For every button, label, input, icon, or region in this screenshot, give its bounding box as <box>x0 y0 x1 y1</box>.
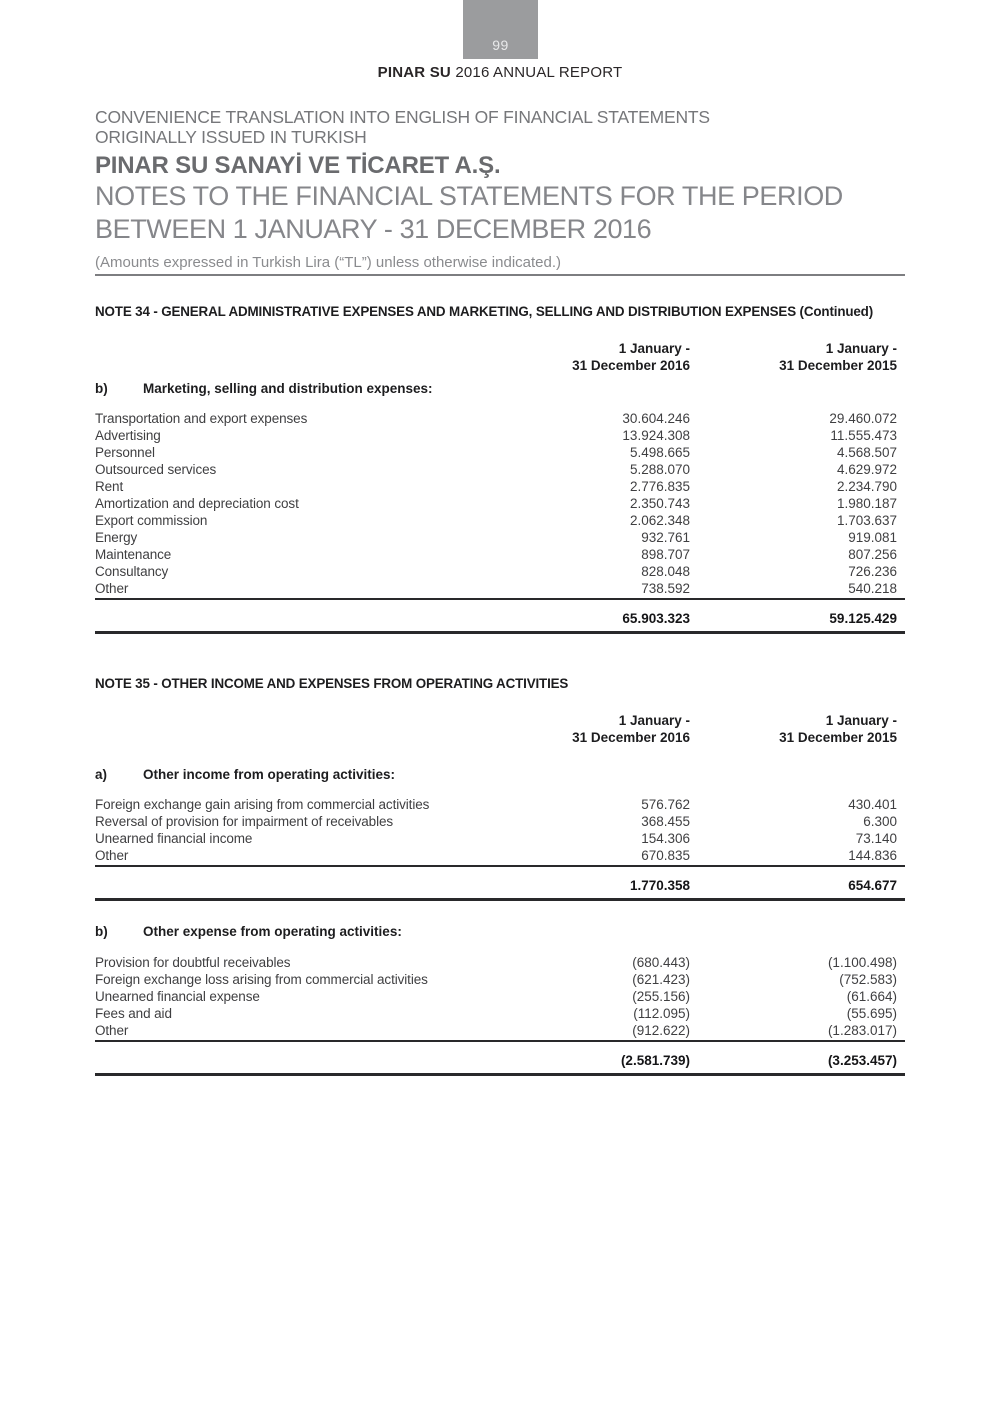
note34-total-row <box>95 600 905 627</box>
row-value-2016: 828.048 <box>641 564 690 579</box>
row-label: Foreign exchange gain arising from commercial activities <box>95 797 430 812</box>
row-value-2015: 11.555.473 <box>830 428 897 443</box>
row-value-2016: 2.776.835 <box>629 479 690 494</box>
row-value-2015: 29.460.072 <box>829 411 897 426</box>
row-value-2016: 368.455 <box>641 814 690 829</box>
row-label: Maintenance <box>95 547 172 562</box>
title-block <box>95 108 905 276</box>
note35-heading: NOTE 35 - OTHER INCOME AND EXPENSES FROM OPERATING ACTIVITIES <box>95 676 569 691</box>
section-letter: a) <box>95 767 108 782</box>
table-row <box>95 580 905 597</box>
row-value-2016: 5.498.665 <box>629 445 690 460</box>
row-value-2016: (255.156) <box>632 989 690 1004</box>
translation-line-1: CONVENIENCE TRANSLATION INTO ENGLISH OF FINANCIAL STATEMENTS <box>95 107 710 127</box>
row-value-2015: 1.980.187 <box>836 496 897 511</box>
row-value-2016: 2.350.743 <box>629 496 690 511</box>
table-row <box>95 427 905 444</box>
total-2016: (2.581.739) <box>620 1053 690 1068</box>
note34-heading: NOTE 34 - GENERAL ADMINISTRATIVE EXPENSES AND MARKETING, SELLING AND DISTRIBUTION EXPENSES (Continued) <box>95 304 874 319</box>
page-content <box>95 108 905 1076</box>
section-letter: b) <box>95 381 108 396</box>
row-label: Energy <box>95 530 138 545</box>
row-value-2016: 670.835 <box>641 848 690 863</box>
table-row <box>95 410 905 427</box>
row-value-2015: (55.695) <box>846 1006 897 1021</box>
table-row <box>95 478 905 495</box>
table-row <box>95 546 905 563</box>
row-value-2015: 807.256 <box>848 547 897 562</box>
table-bottom-rule <box>95 898 905 901</box>
note34-table <box>95 410 905 634</box>
subtitle-line-1: NOTES TO THE FINANCIAL STATEMENTS FOR THE PERIOD <box>95 181 843 211</box>
table-row <box>95 988 905 1005</box>
row-value-2016: 154.306 <box>641 831 690 846</box>
notes-subtitle <box>95 180 905 246</box>
table-row <box>95 954 905 971</box>
total-2015: (3.253.457) <box>827 1053 897 1068</box>
company-name: PINAR SU SANAYİ VE TİCARET A.Ş. <box>95 152 501 179</box>
row-value-2015: (752.583) <box>839 972 897 987</box>
row-label: Outsourced services <box>95 462 217 477</box>
column-header-2016: 1 January - 31 December 2016 <box>572 713 690 745</box>
section-title: Other income from operating activities: <box>143 767 396 782</box>
total-2016: 65.903.323 <box>622 611 690 626</box>
table-bottom-rule <box>95 631 905 634</box>
row-label: Provision for doubtful receivables <box>95 955 291 970</box>
row-value-2016: 5.288.070 <box>629 462 690 477</box>
row-label: Consultancy <box>95 564 169 579</box>
table-row <box>95 847 905 864</box>
table-row <box>95 512 905 529</box>
row-label: Unearned financial expense <box>95 989 260 1004</box>
row-value-2016: (912.622) <box>632 1023 690 1038</box>
row-label: Unearned financial income <box>95 831 253 846</box>
table-row <box>95 971 905 988</box>
section-title: Other expense from operating activities: <box>143 924 402 939</box>
row-label: Rent <box>95 479 124 494</box>
row-value-2015: 73.140 <box>855 831 897 846</box>
table-row <box>95 796 905 813</box>
amounts-note: (Amounts expressed in Turkish Lira (“TL”) unless otherwise indicated.) <box>95 254 562 271</box>
translation-note <box>95 108 905 147</box>
total-2015: 59.125.429 <box>829 611 897 626</box>
table-bottom-rule <box>95 1073 905 1076</box>
note35-section-b-title <box>95 923 905 940</box>
table-row <box>95 813 905 830</box>
note34-column-headers <box>95 340 905 374</box>
note34-section-b-title <box>95 380 905 397</box>
note35-b-total-row <box>95 1042 905 1069</box>
page-number-box <box>463 0 538 59</box>
column-header-2015: 1 January - 31 December 2015 <box>779 713 897 745</box>
table-row <box>95 461 905 478</box>
table-row <box>95 1005 905 1022</box>
total-2015: 654.677 <box>848 878 897 893</box>
row-value-2015: 4.629.972 <box>836 462 897 477</box>
row-label: Other <box>95 581 129 596</box>
subtitle-line-2: BETWEEN 1 JANUARY - 31 DECEMBER 2016 <box>95 214 652 244</box>
row-label: Other <box>95 1023 129 1038</box>
row-value-2016: (680.443) <box>632 955 690 970</box>
row-label: Personnel <box>95 445 155 460</box>
row-label: Other <box>95 848 129 863</box>
row-value-2016: 898.707 <box>641 547 690 562</box>
total-2016: 1.770.358 <box>629 878 690 893</box>
row-value-2016: 576.762 <box>641 797 690 812</box>
table-row <box>95 444 905 461</box>
row-value-2015: (1.100.498) <box>827 955 897 970</box>
table-row <box>95 529 905 546</box>
note35-section-a-title <box>95 766 905 783</box>
column-header-2015: 1 January - 31 December 2015 <box>779 341 897 373</box>
row-value-2016: 13.924.308 <box>622 428 690 443</box>
report-brand <box>0 64 1000 81</box>
row-value-2015: 4.568.507 <box>836 445 897 460</box>
row-label: Fees and aid <box>95 1006 172 1021</box>
row-label: Advertising <box>95 428 161 443</box>
row-value-2016: 30.604.246 <box>622 411 690 426</box>
table-row <box>95 830 905 847</box>
table-row <box>95 563 905 580</box>
row-value-2015: (61.664) <box>846 989 897 1004</box>
row-label: Export commission <box>95 513 208 528</box>
brand-suffix: 2016 ANNUAL REPORT <box>450 64 623 81</box>
row-value-2016: 2.062.348 <box>629 513 690 528</box>
table-row <box>95 495 905 512</box>
row-value-2016: (112.095) <box>633 1006 690 1021</box>
page-number: 99 <box>492 37 509 53</box>
row-value-2015: 919.081 <box>848 530 897 545</box>
note35-column-headers <box>95 712 905 746</box>
note35-table-b <box>95 954 905 1076</box>
row-label: Amortization and depreciation cost <box>95 496 299 511</box>
row-value-2015: 6.300 <box>863 814 897 829</box>
column-header-2016: 1 January - 31 December 2016 <box>572 341 690 373</box>
row-value-2015: (1.283.017) <box>827 1023 897 1038</box>
section-letter: b) <box>95 924 108 939</box>
note35-a-total-row <box>95 867 905 894</box>
row-label: Transportation and export expenses <box>95 411 308 426</box>
row-value-2015: 1.703.637 <box>836 513 897 528</box>
row-value-2015: 540.218 <box>848 581 897 596</box>
table-row <box>95 1022 905 1039</box>
row-value-2015: 726.236 <box>848 564 897 579</box>
row-value-2016: (621.423) <box>632 972 690 987</box>
note35-table-a <box>95 796 905 901</box>
row-value-2016: 738.592 <box>641 581 690 596</box>
row-value-2015: 144.836 <box>848 848 897 863</box>
row-value-2015: 2.234.790 <box>836 479 897 494</box>
row-label: Reversal of provision for impairment of receivables <box>95 814 394 829</box>
translation-line-2: ORIGINALLY ISSUED IN TURKISH <box>95 126 367 147</box>
row-label: Foreign exchange loss arising from commercial activities <box>95 972 428 987</box>
row-value-2015: 430.401 <box>848 797 897 812</box>
brand-name: PINAR SU <box>377 64 451 81</box>
row-value-2016: 932.761 <box>641 530 690 545</box>
section-title: Marketing, selling and distribution expenses: <box>143 381 433 396</box>
